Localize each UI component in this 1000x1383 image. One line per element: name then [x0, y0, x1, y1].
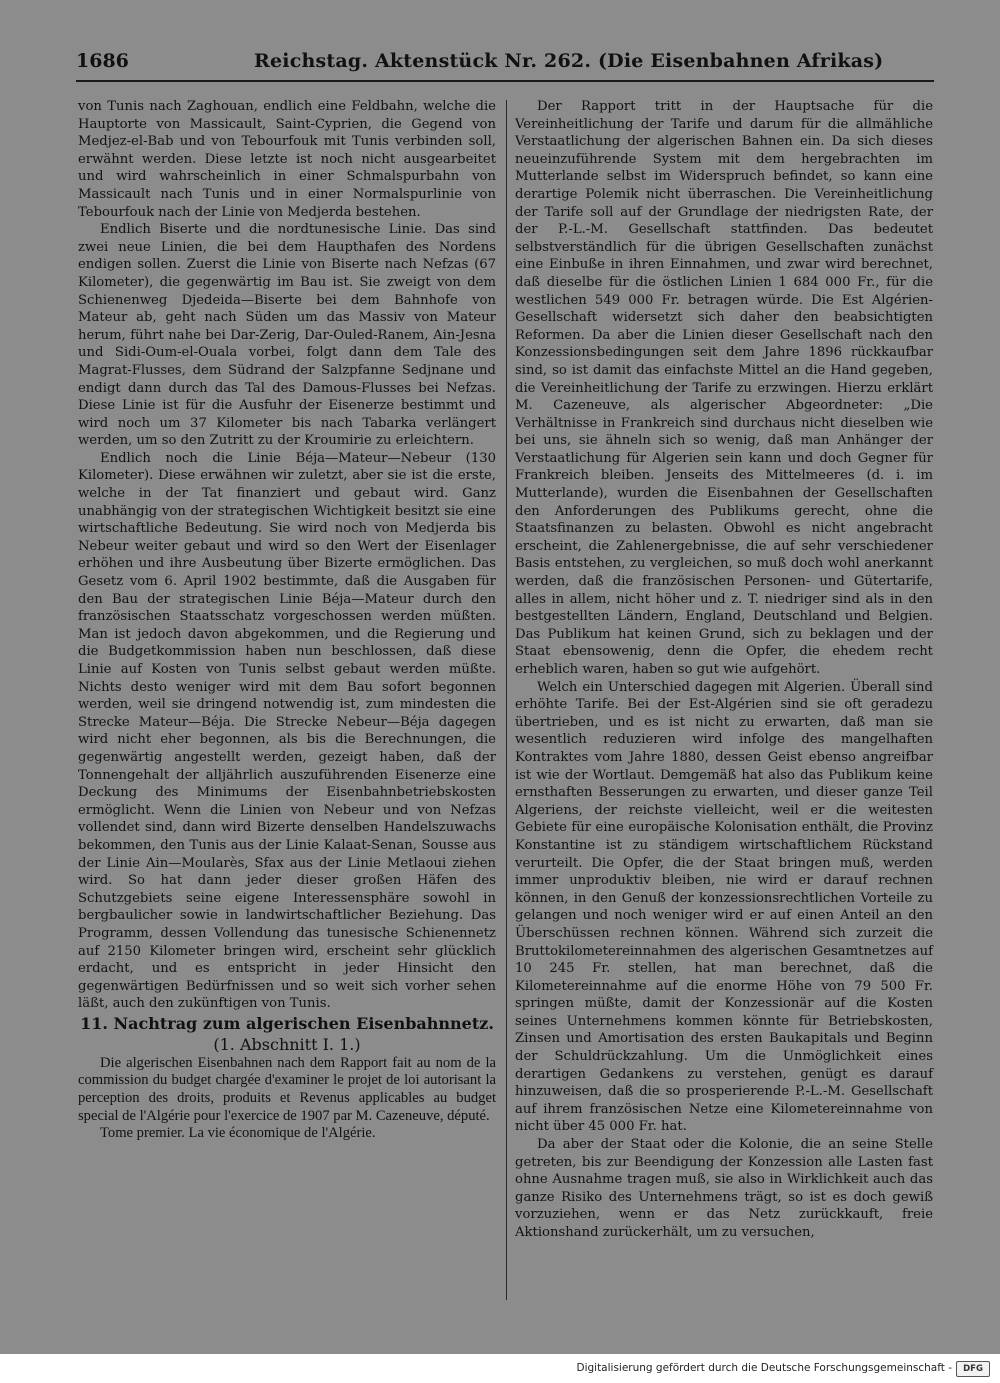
paragraph: Der Rapport tritt in der Hauptsache für die Vereinheitlichung der Tarife und darum für die allmähliche Verstaatlichung der algerischen Bahnen ein. Da sich dieses neueinzuführende System mit dem hergebrachten im Mutterlande selbst im Widerspruch befindet, so kann eine derartige Polemik nicht überraschen. Die Vereinheitlichung der Tarife soll auf der Grundlage der niedrigsten Rate, der der P.-L.-M. Gesellschaft stattfinden. Das bedeutet selbstverständlich für die übrigen Gesellschaften zunächst eine Einbuße in ihren Einnahmen, und zwar wird berechnet, daß dieselbe für die östlichen Linien 1 684 000 Fr., für die westlichen 549 000 Fr. betragen würde. Die Est Algérien-Gesellschaft widersetzt sich daher den beabsichtigten Reformen. Da aber die Linien dieser Gesellschaft nach den Konzessionsbedingungen seit dem Jahre 1896 rückkaufbar sind, so ist damit das einfachste Mittel an die Hand gegeben, die Vereinheitlichung der Tarife zu erzwingen. Hierzu erklärt M. Cazeneuve, als algerischer Abgeordneter: „Die Verhältnisse in Frankreich sind durchaus nicht dieselben wie bei uns, sie ähneln sich so wenig, daß man Anhänger der Verstaatlichung für Algerien sein kann und doch Gegner für Frankreich bleiben. Jenseits des Mittelmeeres (d. i. im Mutterlande), wurden die Eisenbahnen der Gesellschaften den Anforderungen des Publikums gerecht, ohne die Staatsfinanzen zu belasten. Obwohl es nicht angebracht erscheint, die Zahlenergebnisse, die auf sehr verschiedener Basis entstehen, zu vergleichen, so muß doch wohl anerkannt werden, daß die französischen Personen- und Gütertarife, alles in allem, nicht höher und z. T. niedriger sind als in den bestgestellten Ländern, England, Deutschland und Belgien. Das Publikum hat keinen Grund, sich zu beklagen und der Staat ebensowenig, denn die Opfer, die ehedem recht erheblich waren, haben so gut wie aufgehört. [515, 99, 933, 677]
page-header [76, 46, 936, 80]
paragraph: von Tunis nach Zaghouan, endlich eine Feldbahn, welche die Hauptorte von Massicault, Saint-Cyprien, die Gegend von Medjez-el-Bab und von Tebourfouk mit Tunis verbinden soll, erwähnt werden. Diese letzte ist noch nicht ausgearbeitet und wird wahrscheinlich in einer Schmalspurbahn von Massicault nach Tunis und in einer Normalspurlinie von Tebourfouk nach der Linie von Medjerda bestehen. [78, 99, 496, 220]
running-title: Reichstag. Aktenstück Nr. 262. (Die Eisenbahnen Afrikas) [254, 50, 884, 72]
paragraph: Endlich noch die Linie Béja—Mateur—Nebeur (130 Kilometer). Diese erwähnen wir zuletzt, aber sie ist die erste, welche in der Tat finanziert und gebaut wird. Ganz unabhängig von der strategischen Wichtigkeit besitzt sie eine wirtschaftliche Bedeutung. Sie wird noch von Medjerda bis Nebeur weiter gebaut und wird so den Wert der Eisenlager erhöhen und ihre Ausbeutung über Bizerte ermöglichen. Das Gesetz vom 6. April 1902 bestimmte, daß die Ausgaben für den Bau der strategischen Linie Béja—Mateur durch den französischen Staatsschatz vorgeschossen werden müßten. Man ist jedoch davon abgekommen, und die Regierung und die Budgetkommission haben nun beschlossen, daß diese Linie auf Kosten von Tunis selbst gebaut werden müßte. Nichts desto weniger wird mit dem Bau sofort begonnen werden, weil sie dringend notwendig ist, zum mindesten die Strecke Mateur—Béja. Die Strecke Nebeur—Béja dagegen wird nicht eher begonnen, als bis die Berechnungen, die gegenwärtig angestellt werden, gezeigt haben, daß der Tonnengehalt der alljährlich auszuführenden Eisenerze eine Deckung des Minimums der Eisenbahnbetriebskosten ermöglicht. Wenn die Linien von Nebeur und von Nefzas vollendet sind, dann wird Bizerte denselben Handelszuwachs bekommen, den Tunis aus der Linie Kalaat-Senan, Sousse aus der Linie Ain—Moularès, Sfax aus der Linie Metlaoui ziehen wird. So hat dann jeder dieser großen Häfen des Schutzgebiets seine eigene Interessensphäre sowohl in bergbaulicher sowie in landwirtschaftlicher Beziehung. Das Programm, dessen Vollendung das tunesische Schienennetz auf 2150 Kilometer bringen wird, erscheint sehr glücklich erdacht, und es entspricht in jeder Hinsicht den gegenwärtigen Bedürfnissen und so weit sich vorher sehen läßt, auch den zukünftigen von Tunis. [78, 450, 496, 1012]
paragraph: Endlich Biserte und die nordtunesische Linie. Das sind zwei neue Linien, die bei dem Haupthafen des Nordens endigen sollen. Zuerst die Linie von Biserte nach Nefzas (67 Kilometer), die gegenwärtig im Bau ist. Sie zweigt von dem Schienenweg Djedeida—Biserte bei dem Bahnhofe von Mateur ab, geht nach Süden um das Massiv von Mateur herum, führt nahe bei Dar-Zerig, Dar-Ouled-Ranem, Ain-Jesna und Sidi-Oum-el-Ouala vorbei, folgt dann dem Tale des Magrat-Flusses, dem Südrand der Salzpfanne Sedjnane und endigt dann durch das Tal des Damous-Flusses bei Nefzas. Diese Linie ist für die Ausfuhr der Eisenerze bestimmt und wird noch um 37 Kilometer bis nach Tabarka verlängert werden, um so den Zutritt zu der Kroumirie zu erleichtern. [78, 222, 496, 449]
paragraph: Welch ein Unterschied dagegen mit Algerien. Überall sind erhöhte Tarife. Bei der Est-Algérien sind sie oft geradezu übertrieben, und es ist nicht zu erwarten, daß man sie wesentlich reduzieren wird infolge des mangelhaften Kontraktes vom Jahre 1880, dessen Geist ebenso angreifbar ist wie der Wortlaut. Demgemäß hat also das Publikum keine ernsthaften Besserungen zu erwarten, und dieser ganze Teil Algeriens, der reichste vielleicht, weil er die weitesten Gebiete für eine europäische Kolonisation enthält, die Provinz Konstantine ist zu ständigem wirtschaftlichem Rückstand verurteilt. Die Opfer, die der Staat bringen muß, werden immer unproduktiv bleiben, nie wird er darauf rechnen können, in den Genuß der konzessionsrechtlichen Vorteile zu gelangen und noch weniger wird er auf einen Anteil an den Überschüssen rechnen können. Während sich zurzeit die Bruttokilometereinnahmen des algerischen Gesamtnetzes auf 10 245 Fr. stellen, hat man berechnet, daß die Kilometereinnahme auf die enorme Höhe von 79 500 Fr. springen müßte, damit der Konzessionär auf die Kosten seines Unternehmens kommen könnte für Betriebskosten, Zinsen und Amortisation des ersten Baukapitals und Beginn der Schuldrückzahlung. Um die Unmöglichkeit eines derartigen Gedankens zu verstehen, genügt es darauf hinzuweisen, daß die so prosperierende P.-L.-M. Gesellschaft auf ihrem französischen Netze eine Kilometereinnahme von nicht über 45 000 Fr. hat. [515, 679, 933, 1135]
section-intro: Die algerischen Eisenbahnen nach dem Rapport fait au nom de la commission du budget chargée d'examiner le projet de loi autorisant la perception des droits, produits et Revenus applicables au budget special de l'Algérie pour l'exercice de 1907 par M. Cazeneuve, député. [78, 1054, 496, 1124]
digitization-footer [0, 1354, 1000, 1383]
dfg-logo-icon: DFG [956, 1361, 990, 1377]
column-divider [506, 100, 507, 1300]
section-subheading: (1. Abschnitt I. 1.) [213, 1034, 361, 1054]
header-rule [76, 80, 934, 82]
right-column [515, 98, 933, 1242]
paragraph: Da aber der Staat oder die Kolonie, die an seine Stelle getreten, bis zur Beendigung der Konzession alle Lasten fast ohne Ausnahme tragen muß, sie also in Wirklichkeit auch das ganze Risiko des Unternehmens trägt, so ist es doch gewiß vorzuziehen, wenn er das Netz zurückkauft, freie Aktionshand zurückerhält, um zu versuchen, [515, 1137, 933, 1240]
page-number: 1686 [76, 50, 129, 72]
section-tome: Tome premier. La vie économique de l'Algérie. [100, 1125, 376, 1142]
section-heading: 11. Nachtrag zum algerischen Eisenbahnnetz. [80, 1013, 494, 1033]
funding-credit: Digitalisierung gefördert durch die Deutsche Forschungsgemeinschaft - [576, 1362, 952, 1374]
left-column [78, 98, 496, 1143]
